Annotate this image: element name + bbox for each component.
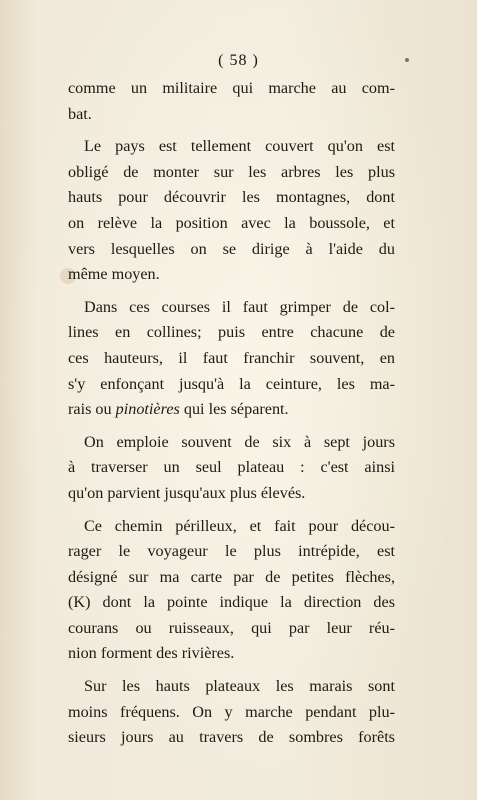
text-line: à traverser un seul plateau : c'est ainsi [68, 458, 395, 477]
paragraph [68, 134, 395, 288]
paragraph [68, 76, 395, 127]
text-line: bat. [68, 104, 92, 123]
text-line: on relève la position avec la boussole, et [68, 213, 395, 232]
text-line: vers lesquelles on se dirige à l'aide du [68, 239, 395, 258]
text-line: On emploie souvent de six à sept jours [84, 432, 395, 451]
text-line: même moyen. [68, 265, 160, 284]
text-line: moins fréquens. On y marche pendant plu- [68, 702, 395, 721]
text-segment: qui les séparent. [179, 400, 289, 419]
text-line: qu'on parvient jusqu'aux plus élevés. [68, 483, 306, 502]
text-segment: rais ou [68, 400, 116, 419]
text-line: désigné sur ma carte par de petites flèches, [68, 567, 395, 586]
page-number: ( 58 ) [218, 52, 259, 69]
text-line: (K) dont la pointe indique la direction des [68, 593, 395, 612]
text-line: ces hauteurs, il faut franchir souvent, en [68, 348, 395, 367]
text-line: Sur les hauts plateaux les marais sont [84, 677, 395, 696]
text-line: lines en collines; puis entre chacune de [68, 323, 395, 342]
italic-term: pinotières [115, 400, 180, 419]
text-line: obligé de monter sur les arbres les plus [68, 162, 395, 181]
paragraph [68, 430, 395, 507]
text-line: sieurs jours au travers de sombres forêts [68, 728, 395, 747]
paragraph [68, 295, 395, 423]
paragraph [68, 514, 395, 668]
text-line: rager le voyageur le plus intrépide, est [68, 542, 395, 561]
text-line: s'y enfonçant jusqu'à la ceinture, les ma- [68, 374, 395, 393]
text-line: hauts pour découvrir les montagnes, dont [68, 188, 395, 207]
text-line: courans ou ruisseaux, qui par leur réu- [68, 618, 395, 637]
text-line: Le pays est tellement couvert qu'on est [84, 137, 395, 156]
text-line: nion forment des rivières. [68, 644, 235, 663]
body-text [68, 76, 395, 751]
text-line: comme un militaire qui marche au com- [68, 79, 395, 97]
text-line [68, 397, 395, 423]
paragraph [68, 674, 395, 751]
text-line: Dans ces courses il faut grimper de col- [84, 297, 395, 316]
text-line: Ce chemin périlleux, et fait pour décou- [84, 516, 395, 535]
